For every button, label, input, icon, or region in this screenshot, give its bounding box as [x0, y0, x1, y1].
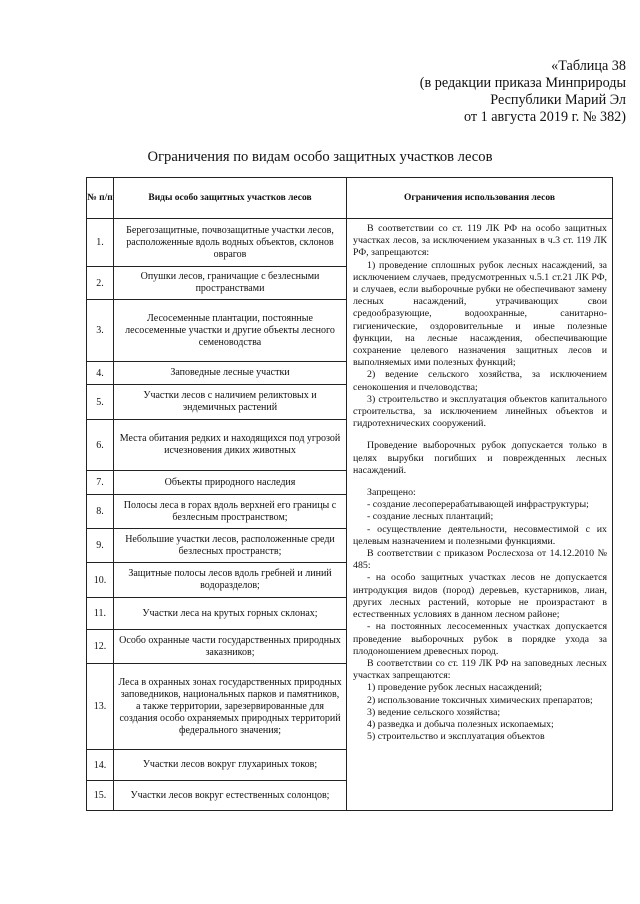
column-header-zone-type: Виды особо защитных участков лесов: [114, 178, 347, 219]
column-header-number: № п/п: [87, 178, 114, 219]
row-number: 3.: [87, 300, 114, 362]
restriction-paragraph: - создание лесоперерабатывающей инфраструктуры;: [367, 499, 589, 511]
column-header-restrictions: Ограничения использования лесов: [347, 178, 613, 219]
zone-type-cell: Небольшие участки лесов, расположенные среди безлесных пространств;: [114, 529, 347, 563]
table-header-row: [87, 178, 613, 219]
restriction-paragraph: 2) ведение сельского хозяйства, за исключением сенокошения и пчеловодства;: [353, 369, 607, 393]
restriction-paragraph: В соответствии со ст. 119 ЛК РФ на заповедных лесных участках запрещаются:: [353, 657, 607, 682]
table-caption-block: [366, 58, 626, 126]
restriction-paragraph: Запрещено:: [367, 487, 416, 499]
row-number: 13.: [87, 664, 114, 750]
table-row: [87, 219, 613, 267]
row-number: 9.: [87, 529, 114, 563]
restrictions-table: [86, 177, 613, 811]
caption-line: «Таблица 38: [551, 58, 626, 74]
row-number: 7.: [87, 471, 114, 495]
zone-type-cell: Берегозащитные, почвозащитные участки лесов, расположенные вдоль водных объектов, склонов оврагов: [114, 219, 347, 267]
restriction-paragraph: - на постоянных лесосеменных участках допускается проведение выборочных рубок в порядке ухода за плодоношением древесных пород.: [353, 621, 607, 657]
restriction-paragraph: 1) проведение рубок лесных насаждений;: [367, 682, 543, 694]
zone-type-cell: Опушки лесов, граничащие с безлесными пространствами: [114, 267, 347, 300]
row-number: 15.: [87, 781, 114, 811]
restriction-paragraph: 3) ведение сельского хозяйства;: [367, 706, 501, 718]
row-number: 5.: [87, 385, 114, 420]
row-number: 11.: [87, 598, 114, 630]
zone-type-cell: Лесосеменные плантации, постоянные лесосеменные участки и другие объекты лесного семеноводства: [114, 300, 347, 362]
restriction-paragraph: 3) строительство и эксплуатация объектов капитального строительства, за исключением линейных объектов и гидротехнических сооружений.: [353, 393, 607, 430]
restriction-paragraph: - на особо защитных участках лесов не допускается интродукция видов (пород) деревьев, кустарников, лиан, других лесных растений, которые не произрастают в естественных условиях в данном лесном районе;: [353, 572, 607, 621]
zone-type-cell: Участки лесов с наличием реликтовых и эндемичных растений: [114, 385, 347, 420]
restriction-paragraph: В соответствии со ст. 119 ЛК РФ на особо защитных участках лесов, за исключением указанных в ч.3 ст. 119 ЛК РФ, запрещаются:: [353, 223, 607, 259]
row-number: 1.: [87, 219, 114, 267]
restriction-paragraph: 1) проведение сплошных рубок лесных насаждений, за исключением случаев, предусмотренных ч.5.1 ст.21 ЛК РФ, и случаев, если выборочные рубки не обеспечивают замену лесных насаждений, утрачивающих свои средообразующие, водоохранные, санитарно-гигиенические, оздоровительные и иные полезные функции, на лесные насаждения, обеспечивающие сохранение целевого назначения защитных лесов и выполняемых ими полезных функций;: [353, 259, 607, 369]
zone-type-cell: Заповедные лесные участки: [114, 362, 347, 385]
restrictions-cell: [347, 219, 613, 811]
restriction-paragraph: - создание лесных плантаций;: [367, 511, 494, 523]
zone-type-cell: Участки лесов вокруг естественных солонцов;: [114, 781, 347, 811]
zone-type-cell: Участки лесов вокруг глухариных токов;: [114, 750, 347, 781]
document-title: Ограничения по видам особо защитных участков лесов: [147, 149, 493, 165]
restriction-paragraph: 5) строительство и эксплуатация объектов: [367, 731, 545, 743]
row-number: 6.: [87, 420, 114, 471]
restriction-paragraph: В соответствии с приказом Рослесхоза от 14.12.2010 № 485:: [353, 548, 607, 572]
zone-type-cell: Полосы леса в горах вдоль верхней его границы с безлесным пространством;: [114, 495, 347, 529]
restriction-paragraph: 2) использование токсичных химических препаратов;: [367, 694, 593, 706]
restriction-paragraph: Проведение выборочных рубок допускается только в целях вырубки погибших и поврежденных лесных насаждений.: [353, 440, 607, 476]
zone-type-cell: Участки леса на крутых горных склонах;: [114, 598, 347, 630]
restriction-paragraph: - осуществление деятельности, несовместимой с их целевым назначением и полезными функциями.: [353, 523, 607, 547]
caption-line: Республики Марий Эл: [490, 92, 626, 108]
row-number: 8.: [87, 495, 114, 529]
zone-type-cell: Защитные полосы лесов вдоль гребней и линий водоразделов;: [114, 563, 347, 598]
zone-type-cell: Особо охранные части государственных природных заказников;: [114, 630, 347, 664]
zone-type-cell: Леса в охранных зонах государственных природных заповедников, национальных парков и памятников, а также территории, зарезервированные для создания особо охраняемых природных территорий федерального значения;: [114, 664, 347, 750]
zone-type-cell: Объекты природного наследия: [114, 471, 347, 495]
zone-type-cell: Места обитания редких и находящихся под угрозой исчезновения диких животных: [114, 420, 347, 471]
restriction-paragraph: 4) разведка и добыча полезных ископаемых;: [367, 718, 554, 730]
row-number: 2.: [87, 267, 114, 300]
caption-line: (в редакции приказа Минприроды: [419, 75, 626, 91]
caption-line: от 1 августа 2019 г. № 382): [463, 109, 626, 125]
table-body: [87, 219, 613, 811]
row-number: 4.: [87, 362, 114, 385]
row-number: 10.: [87, 563, 114, 598]
row-number: 12.: [87, 630, 114, 664]
row-number: 14.: [87, 750, 114, 781]
